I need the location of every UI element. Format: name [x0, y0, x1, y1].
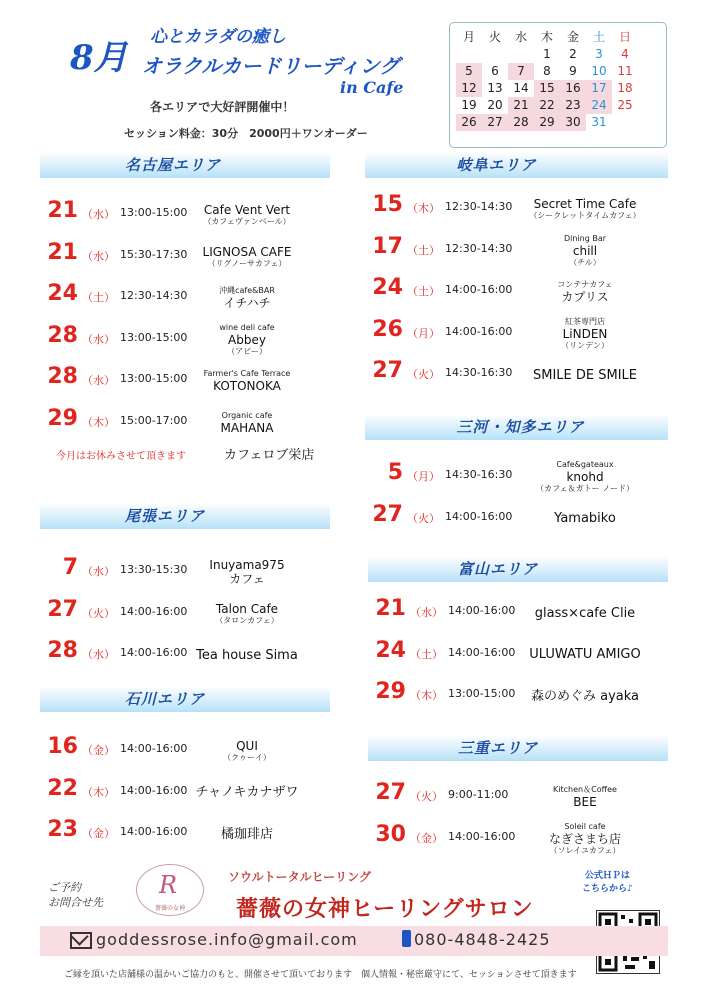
month-title: 8月	[70, 38, 128, 78]
venue-note: （チル）	[569, 257, 601, 267]
calendar-day: 24	[586, 97, 612, 114]
calendar-grid	[456, 29, 638, 131]
event-day: 30	[375, 821, 406, 847]
event-venue	[510, 232, 660, 270]
logo-caption: 薔薇の女神	[154, 905, 185, 912]
event-time: 9:00-11:00	[448, 788, 509, 801]
venue-note: （クゥーイ）	[223, 753, 271, 762]
calendar-day: 30	[560, 114, 586, 131]
homepage-note	[582, 870, 633, 896]
event-venue	[510, 778, 660, 816]
venue-name: Secret Time Cafe	[533, 197, 637, 211]
rose-logo	[136, 864, 204, 916]
event-venue	[172, 321, 322, 359]
event-weekday: （金）	[82, 744, 115, 757]
event-weekday: （土）	[82, 291, 115, 304]
title-line-1: 心とカラダの癒し	[150, 27, 286, 47]
venue-note: （シークレットタイムカフェ）	[529, 211, 641, 220]
venue-name: Abbey	[228, 332, 266, 347]
venue-subtitle: Dining Bar	[563, 233, 607, 243]
event-row[interactable]	[40, 279, 330, 317]
email-address[interactable]: goddessrose.info@gmail.com	[96, 930, 358, 949]
event-day: 17	[372, 233, 403, 259]
event-row[interactable]	[40, 732, 330, 770]
venue-name: チャノキカナザワ	[195, 785, 299, 800]
event-row[interactable]	[40, 196, 330, 234]
venue-note: カフェ	[229, 572, 265, 586]
calendar-day	[482, 46, 508, 63]
area-title: 三河・知多エリア	[456, 418, 585, 436]
closed-venue: カフェロブ栄店	[224, 448, 315, 463]
venue-name: カプリス	[561, 290, 609, 304]
calendar-day: 1	[543, 47, 551, 61]
area-title: 三重エリア	[458, 739, 539, 757]
event-day: 27	[372, 501, 403, 527]
venue-name: SMILE DE SMILE	[532, 367, 637, 383]
calendar-day: 22	[534, 97, 560, 114]
event-day: 24	[372, 275, 403, 300]
calendar-weekday: 金	[566, 30, 579, 44]
event-row[interactable]	[365, 356, 668, 394]
salon-name: 薔薇の女神ヒーリングサロン	[236, 896, 534, 922]
event-venue	[172, 196, 322, 234]
venue-name: MAHANA	[220, 420, 274, 435]
event-row[interactable]	[368, 636, 668, 674]
price-info: セッション料金：30分 2000円＋ワンオーダー	[124, 127, 368, 140]
contact-label	[48, 880, 103, 910]
venue-name: BEE	[573, 795, 597, 809]
calendar-day: 3	[595, 47, 603, 61]
area-title: 尾張エリア	[125, 507, 206, 525]
calendar-day: 12	[456, 80, 482, 97]
venue-name: chill	[572, 243, 598, 258]
event-venue	[172, 636, 322, 674]
venue-name: KOTONOKA	[213, 379, 281, 393]
event-venue	[510, 677, 660, 715]
event-weekday: （水）	[82, 565, 115, 578]
calendar-day: 19	[461, 98, 477, 112]
title-line-3: in Cafe	[340, 78, 404, 97]
event-day: 24	[47, 281, 78, 306]
event-weekday: （土）	[410, 647, 443, 661]
venue-name: Tea house Sima	[196, 647, 298, 663]
event-venue	[172, 404, 322, 442]
event-venue	[172, 362, 322, 400]
event-venue	[510, 594, 660, 632]
area-header	[40, 503, 330, 529]
closed-note: 今月はお休みさせて頂きます	[56, 451, 186, 462]
event-weekday: （水）	[82, 332, 115, 346]
envelope-icon	[70, 932, 92, 949]
event-row[interactable]	[40, 595, 330, 633]
month-calendar	[449, 22, 667, 148]
disclaimer: ご縁を頂いた店舗様の温かいご協力のもと、開催させて頂いております 個人情報・秘密厳守にて、セッションさせて頂きます	[64, 970, 577, 980]
venue-note: （カフェ＆ガトー ノード）	[536, 484, 634, 493]
calendar-day: 18	[617, 81, 633, 95]
venue-note: （ソレイユカフェ）	[549, 845, 621, 855]
event-venue	[510, 356, 660, 394]
calendar-day: 25	[617, 98, 633, 112]
venue-name: QUI	[236, 739, 258, 753]
area-title: 富山エリア	[458, 560, 539, 578]
event-venue	[510, 315, 660, 353]
event-weekday: （水）	[82, 648, 115, 661]
event-weekday: （木）	[407, 202, 440, 215]
venue-subtitle: Farmer's Cafe Terrace	[203, 369, 291, 378]
venue-note: （リンデン）	[561, 340, 609, 350]
event-weekday: （水）	[82, 374, 115, 387]
event-time: 12:30-14:30	[445, 200, 513, 213]
salon-subtitle: ソウルトータルヒーリング	[228, 870, 371, 884]
event-row[interactable]	[40, 404, 330, 442]
event-row[interactable]	[40, 815, 330, 853]
event-row[interactable]	[40, 636, 330, 674]
calendar-weekday: 木	[540, 30, 553, 44]
event-row[interactable]	[365, 273, 668, 311]
venue-subtitle: コンテナカフェ	[557, 280, 613, 289]
event-weekday: （水）	[82, 249, 115, 263]
venue-name: ULUWATU AMIGO	[529, 647, 641, 662]
event-time: 14:30-16:30	[445, 468, 513, 481]
event-venue	[172, 815, 322, 853]
venue-note: （アビー）	[227, 346, 267, 356]
event-row[interactable]	[368, 820, 668, 858]
event-time: 14:00-16:00	[120, 742, 188, 755]
venue-name: 森のめぐみ ayaka	[530, 688, 640, 704]
venue-subtitle: wine deli cafe	[219, 322, 275, 332]
event-time: 14:00-16:00	[445, 283, 513, 296]
event-day: 27	[372, 358, 403, 383]
venue-note: （カフェヴァンベール）	[203, 217, 291, 226]
calendar-weekday: 月	[462, 30, 475, 44]
venue-subtitle: Soleil cafe	[564, 821, 606, 831]
event-time: 15:30-17:30	[120, 247, 188, 261]
event-venue	[172, 553, 322, 591]
venue-subtitle: 沖縄cafe&BAR	[219, 286, 275, 295]
event-row[interactable]	[40, 774, 330, 812]
calendar-day: 8	[543, 64, 551, 78]
event-weekday: （土）	[407, 285, 440, 298]
calendar-day: 2	[569, 47, 577, 61]
event-venue	[172, 774, 322, 812]
event-time: 12:30-14:30	[120, 289, 188, 302]
calendar-day: 10	[591, 64, 607, 78]
event-weekday: （火）	[82, 606, 115, 620]
event-day: 29	[47, 405, 78, 431]
calendar-day: 29	[534, 114, 560, 131]
venue-name: イチハチ	[223, 296, 271, 310]
event-row[interactable]	[365, 458, 668, 496]
venue-name: Talon Cafe	[215, 601, 279, 616]
event-weekday: （火）	[410, 790, 443, 803]
event-day: 21	[375, 596, 406, 621]
event-row[interactable]	[40, 553, 330, 591]
calendar-weekday: 水	[514, 30, 527, 44]
venue-note: （タロンカフェ）	[215, 615, 279, 625]
event-time: 13:30-15:30	[120, 563, 188, 576]
event-day: 28	[47, 364, 78, 389]
venue-name: 橘珈琲店	[220, 826, 273, 842]
venue-name: LIGNOSA CAFE	[202, 244, 292, 259]
venue-name: LiNDEN	[562, 326, 608, 341]
calendar-day: 27	[482, 114, 508, 131]
calendar-day: 13	[487, 81, 503, 95]
area-header	[40, 152, 330, 178]
event-venue	[172, 238, 322, 276]
event-row[interactable]	[365, 500, 668, 538]
event-time: 14:00-16:00	[120, 604, 188, 618]
venue-name: Inuyama975	[209, 558, 285, 572]
calendar-weekday: 日	[618, 30, 631, 44]
event-time: 14:00-16:00	[445, 509, 513, 523]
event-venue	[510, 190, 660, 228]
event-day: 28	[47, 638, 78, 663]
area-title: 名古屋エリア	[125, 156, 222, 174]
event-day: 21	[47, 239, 78, 265]
hp-line-2: こちらから♪	[582, 884, 633, 894]
event-venue	[510, 500, 660, 538]
calendar-day: 6	[491, 64, 499, 78]
event-venue	[172, 595, 322, 633]
event-time: 14:00-16:00	[120, 825, 188, 838]
venue-name: glass×cafe Clie	[534, 605, 636, 621]
logo-letter: R	[159, 871, 178, 899]
calendar-day: 31	[591, 115, 607, 129]
contact-label-1: ご予約	[48, 881, 81, 894]
calendar-day: 26	[456, 114, 482, 131]
event-day: 22	[47, 775, 78, 801]
calendar-weekday: 火	[488, 30, 501, 44]
calendar-day: 11	[617, 64, 633, 78]
contact-label-2: お問合せ先	[48, 896, 103, 909]
venue-subtitle: Organic cafe	[221, 410, 273, 420]
event-day: 26	[372, 316, 403, 342]
area-header	[365, 414, 668, 440]
event-venue	[510, 820, 660, 858]
calendar-day: 15	[534, 80, 560, 97]
event-time: 13:00-15:00	[120, 330, 188, 344]
event-row[interactable]	[365, 190, 668, 228]
event-weekday: （金）	[82, 827, 115, 840]
event-weekday: （土）	[407, 243, 440, 257]
event-time: 14:00-16:00	[448, 829, 516, 843]
event-venue	[510, 273, 660, 311]
calendar-day	[456, 46, 482, 63]
venue-subtitle: Cafe&gateaux	[556, 460, 614, 469]
calendar-day: 7	[508, 63, 534, 80]
event-day: 15	[372, 192, 403, 217]
event-venue	[510, 636, 660, 674]
title-line-2: オラクルカードリーディング	[142, 54, 400, 78]
event-venue	[172, 279, 322, 317]
event-weekday: （木）	[410, 689, 443, 702]
event-row[interactable]	[368, 778, 668, 816]
event-row[interactable]	[40, 362, 330, 400]
event-time: 14:00-16:00	[120, 646, 188, 659]
event-row[interactable]	[368, 594, 668, 632]
event-venue	[172, 732, 322, 770]
event-venue	[510, 458, 660, 496]
event-row[interactable]	[40, 238, 330, 276]
event-weekday: （火）	[407, 368, 440, 381]
calendar-day: 28	[508, 114, 534, 131]
event-day: 23	[47, 817, 78, 842]
venue-note: （リグノーサカフェ）	[207, 258, 287, 268]
venue-subtitle: 紅茶専門店	[565, 316, 605, 326]
venue-name: Cafe Vent Vert	[203, 203, 291, 217]
venue-subtitle: Kitchen＆Coffee	[553, 785, 617, 794]
calendar-day: 23	[560, 97, 586, 114]
event-time: 13:00-15:00	[120, 372, 188, 385]
event-day: 7	[62, 555, 78, 580]
event-day: 16	[47, 734, 78, 759]
mobile-phone-icon	[402, 930, 411, 947]
event-weekday: （木）	[82, 785, 115, 799]
event-weekday: （水）	[410, 606, 443, 619]
event-weekday: （木）	[82, 415, 115, 429]
event-time: 14:00-16:00	[448, 645, 516, 659]
event-weekday: （火）	[407, 511, 440, 525]
event-weekday: （金）	[410, 831, 443, 845]
phone-number[interactable]: 080-4848-2425	[414, 930, 551, 949]
event-day: 27	[375, 780, 406, 805]
calendar-day: 9	[569, 64, 577, 78]
calendar-weekday: 土	[592, 30, 605, 44]
event-time: 14:00-16:00	[445, 324, 513, 338]
calendar-day: 20	[487, 98, 503, 112]
event-time: 15:00-17:00	[120, 413, 188, 427]
event-row[interactable]	[40, 321, 330, 359]
event-day: 5	[387, 460, 403, 485]
event-row[interactable]	[365, 232, 668, 270]
area-title: 岐阜エリア	[456, 156, 537, 174]
calendar-day	[508, 46, 534, 63]
event-time: 13:00-15:00	[448, 687, 516, 700]
event-row[interactable]	[368, 677, 668, 715]
calendar-day: 5	[456, 63, 482, 80]
event-time: 13:00-15:00	[120, 206, 188, 219]
area-header	[365, 152, 668, 178]
tagline: 各エリアで大好評開催中！	[150, 100, 295, 114]
area-header	[368, 556, 668, 582]
hp-line-1: 公式ＨＰは	[584, 871, 630, 881]
calendar-day: 14	[513, 81, 529, 95]
event-row[interactable]	[365, 315, 668, 353]
calendar-day: 21	[508, 97, 534, 114]
event-day: 28	[47, 322, 78, 348]
event-time: 12:30-14:30	[445, 241, 513, 255]
calendar-day: 17	[586, 80, 612, 97]
event-weekday: （月）	[407, 326, 440, 340]
calendar-day	[612, 114, 638, 131]
area-title: 石川エリア	[125, 690, 206, 708]
venue-name: knohd	[566, 470, 604, 484]
event-day: 24	[375, 637, 406, 663]
area-header	[40, 686, 330, 712]
event-day: 27	[47, 596, 78, 622]
calendar-day: 16	[560, 80, 586, 97]
event-weekday: （月）	[407, 470, 440, 483]
venue-name: Yamabiko	[554, 511, 616, 526]
event-day: 21	[47, 198, 78, 223]
event-time: 14:00-16:00	[120, 783, 188, 797]
event-time: 14:00-16:00	[448, 604, 516, 617]
event-weekday: （水）	[82, 208, 115, 221]
calendar-day: 4	[621, 47, 629, 61]
venue-name: なぎさまち店	[548, 831, 621, 846]
event-time: 14:30-16:30	[445, 366, 513, 379]
area-header	[368, 735, 668, 761]
event-day: 29	[375, 679, 406, 704]
